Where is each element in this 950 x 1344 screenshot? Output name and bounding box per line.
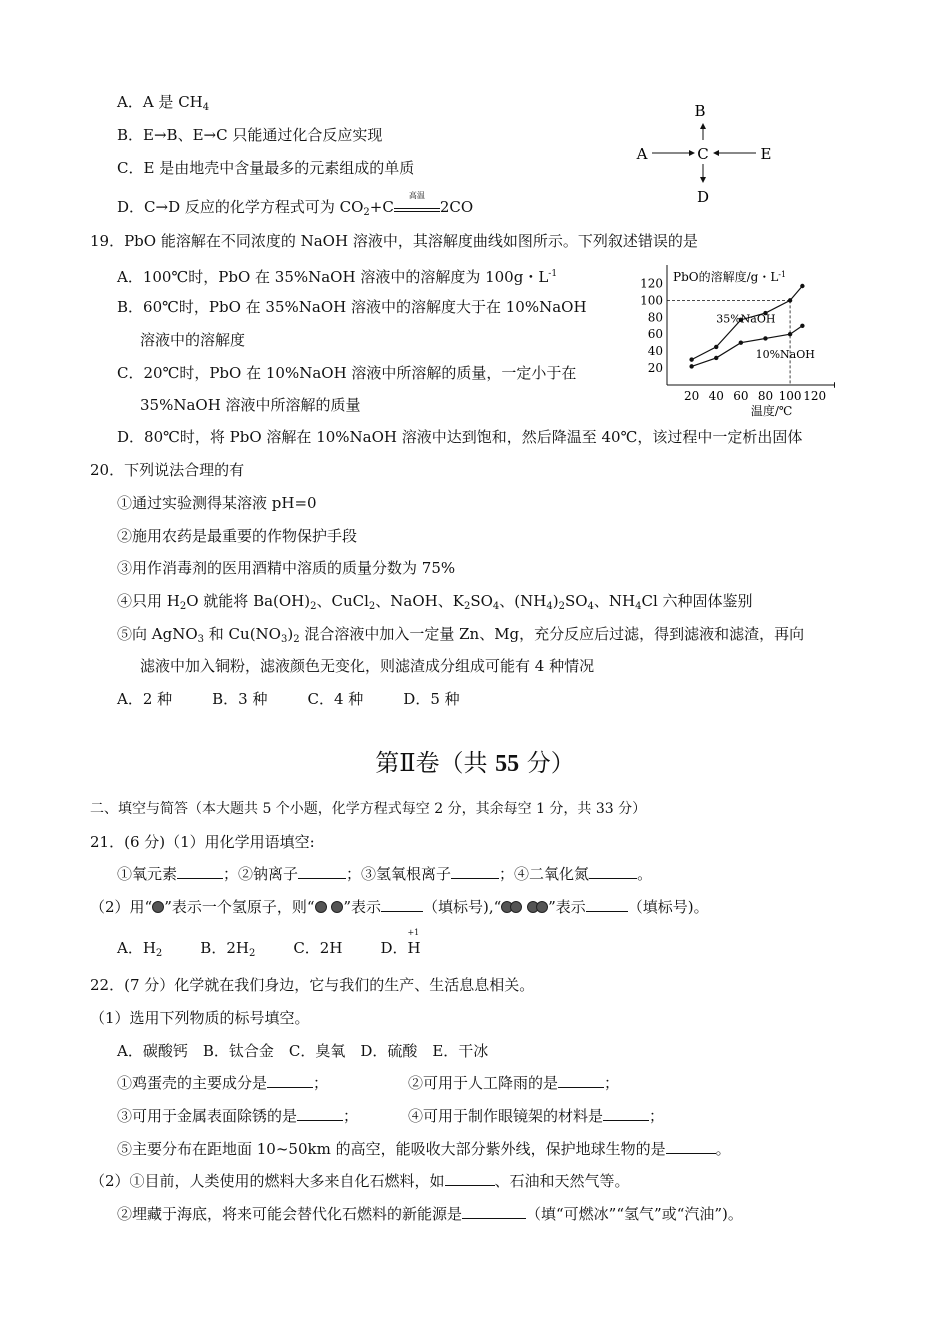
q22-item-4: ④可用于制作眼镜架的材料是 ； bbox=[408, 1107, 665, 1125]
x-tick-label: 40 bbox=[708, 389, 724, 403]
answer-blank[interactable] bbox=[558, 1073, 604, 1088]
node-a: A bbox=[636, 145, 648, 163]
answer-blank[interactable] bbox=[666, 1139, 716, 1154]
section-heading: 二、填空与简答（本大题共 5 个小题，化学方程式每空 2 分，其余每空 1 分，共 33 分） bbox=[90, 801, 647, 817]
answer-blank[interactable] bbox=[267, 1073, 313, 1088]
q19-option-b-line2: 溶液中的溶解度 bbox=[140, 331, 246, 349]
node-b: B bbox=[694, 102, 706, 120]
q20-option-d: D．5 种 bbox=[403, 690, 460, 708]
answer-blank[interactable] bbox=[586, 897, 628, 912]
q22-part2-line2: ②埋藏于海底，将来可能会替代化石燃料的新能源是 （填“可燃冰”“氢气”或“汽油”)。 bbox=[117, 1205, 743, 1223]
answer-blank[interactable] bbox=[297, 1106, 343, 1121]
hydrogen-atom-icon bbox=[315, 901, 327, 913]
data-point bbox=[800, 324, 804, 328]
y-tick-label: 40 bbox=[647, 344, 663, 359]
hydrogen-molecule-icon bbox=[510, 901, 522, 913]
data-point bbox=[714, 356, 718, 360]
q22-part1: （1）选用下列物质的标号填空。 bbox=[90, 1009, 310, 1027]
data-point bbox=[763, 336, 767, 340]
q20-statement-2: ②施用农药是最重要的作物保护手段 bbox=[117, 527, 358, 545]
series-label: 10%NaOH bbox=[755, 347, 815, 361]
q19-option-c-line2: 35%NaOH 溶液中所溶解的质量 bbox=[140, 396, 361, 414]
node-e: E bbox=[760, 145, 772, 163]
q21-option-c: C．2H bbox=[293, 939, 343, 957]
y-tick-label: 80 bbox=[647, 310, 663, 325]
q22-part2-line1: （2）①目前，人类使用的燃料大多来自化石燃料，如 、石油和天然气等。 bbox=[90, 1172, 630, 1190]
answer-blank[interactable] bbox=[381, 897, 423, 912]
q21-option-d: D． +1 H bbox=[380, 928, 421, 957]
answer-blank[interactable] bbox=[603, 1106, 649, 1121]
data-point bbox=[788, 298, 792, 302]
q22-item-3: ③可用于金属表面除锈的是 ； bbox=[117, 1107, 359, 1125]
q18-option-d: D．C→D 反应的化学方程式可为 $CO_2+C$ 高温 2CO bbox=[117, 191, 474, 218]
q22-choices: A．碳酸钙 B．钛合金 C．臭氧 D．硫酸 E．干冰 bbox=[117, 1042, 489, 1060]
q19-option-c-line1: C．20℃时，PbO 在 10%NaOH 溶液中所溶解的质量，一定小于在 bbox=[117, 364, 577, 382]
q19-option-b-line1: B．60℃时，PbO 在 35%NaOH 溶液中的溶解度大于在 10%NaOH bbox=[117, 298, 587, 316]
y-axis-label: PbO的溶解度/g・$L^{-1}$ bbox=[673, 270, 787, 284]
x-tick-label: 20 bbox=[683, 389, 700, 403]
q21-part1-line: ①氧元素 ；②钠离子 ；③氢氧根离子 ；④二氧化氮 。 bbox=[117, 865, 653, 883]
q20-statement-5-line2: 滤液中加入铜粉，滤液颜色无变化，则滤渣成分组成可能有 4 种情况 bbox=[140, 657, 595, 675]
x-tick-label: 100 bbox=[778, 389, 802, 403]
q19-option-a: A．100℃时，PbO 在 35%NaOH 溶液中的溶解度为 100g・$L^{-1}$ bbox=[117, 268, 558, 286]
answer-blank[interactable] bbox=[462, 1204, 526, 1219]
answer-blank[interactable] bbox=[451, 864, 499, 879]
y-tick-label: 60 bbox=[647, 327, 663, 342]
q18-option-a: A．A 是 $CH_4$ bbox=[117, 93, 210, 113]
data-point bbox=[689, 357, 693, 361]
hydrogen-molecule-icon bbox=[536, 901, 548, 913]
y-tick-label: 100 bbox=[640, 293, 663, 308]
q20-option-b: B．3 种 bbox=[212, 690, 268, 708]
answer-blank[interactable] bbox=[298, 864, 346, 879]
q21-part2-line: （2）用“ ”表示一个氢原子，则“ ”表示 （填标号),“ ”表示 （填标号)。 bbox=[90, 898, 709, 916]
answer-blank[interactable] bbox=[445, 1171, 495, 1186]
x-tick-label: 80 bbox=[757, 389, 774, 403]
q18-option-c: C．E 是由地壳中含量最多的元素组成的单质 bbox=[117, 159, 415, 177]
q18-relation-diagram bbox=[630, 100, 780, 205]
q21-options bbox=[117, 928, 421, 959]
q21-option-a: A．$H_2$ bbox=[117, 939, 163, 959]
q22-item-5: ⑤主要分布在距地面 10~50km 的高空，能吸收大部分紫外线，保护地球生物的是 。 bbox=[117, 1140, 731, 1158]
q19-option-d: D．80℃时，将 PbO 溶解在 10%NaOH 溶液中达到饱和，然后降温至 40℃，该过程中一定析出固体 bbox=[117, 428, 803, 446]
x-tick-label: 120 bbox=[803, 389, 827, 403]
q22-item-1: ①鸡蛋壳的主要成分是 ； bbox=[117, 1074, 329, 1092]
node-d: D bbox=[696, 188, 710, 205]
q20-option-c: C．4 种 bbox=[307, 690, 364, 708]
data-point bbox=[739, 340, 743, 344]
y-tick-label: 20 bbox=[647, 361, 663, 376]
q18-option-b: B．E→B、E→C 只能通过化合反应实现 bbox=[117, 126, 383, 144]
q20-stem: 20．下列说法合理的有 bbox=[90, 461, 245, 479]
reaction-condition: 高温 bbox=[408, 191, 425, 200]
answer-blank[interactable] bbox=[177, 864, 223, 879]
hydrogen-atom-icon bbox=[331, 901, 343, 913]
q20-options bbox=[117, 689, 460, 709]
q20-statement-1: ①通过实验测得某溶液 pH=0 bbox=[117, 494, 317, 512]
q22-stem: 22．(7 分）化学就在我们身边，它与我们的生产、生活息息相关。 bbox=[90, 976, 535, 994]
y-tick-label: 120 bbox=[640, 276, 663, 291]
q20-statement-4: ④只用 $H_2O$ 就能将 $Ba(OH)_2$、CuCl$_2$、NaOH、$K_2SO_4$、$(NH_4)_2SO_4$、$NH_4Cl$ 六种固体鉴别 bbox=[117, 592, 753, 612]
series-label: 35%NaOH bbox=[716, 312, 776, 326]
q20-statement-5-line1: ⑤向 AgNO$_3$ 和 $Cu(NO_3)_2$ 混合溶液中加入一定量 Zn、Mg，充分反应后过滤，得到滤液和滤渣，再向 bbox=[117, 625, 805, 645]
q19-stem: 19．PbO 能溶解在不同浓度的 NaOH 溶液中，其溶解度曲线如图所示。下列叙述错误的是 bbox=[90, 232, 698, 250]
q20-option-a: A．2 种 bbox=[117, 690, 173, 708]
q20-statement-3: ③用作消毒剂的医用酒精中溶质的质量分数为 75% bbox=[117, 559, 456, 577]
q21-stem: 21．(6 分)（1）用化学用语填空: bbox=[90, 833, 315, 851]
answer-blank[interactable] bbox=[589, 864, 637, 879]
node-c: C bbox=[697, 145, 709, 163]
q22-item-2: ②可用于人工降雨的是 ； bbox=[408, 1074, 620, 1092]
x-axis-label: 温度/℃ bbox=[750, 404, 793, 418]
data-point bbox=[788, 332, 792, 336]
data-point bbox=[689, 364, 693, 368]
data-point bbox=[714, 345, 718, 349]
valence-mark: +1 bbox=[407, 928, 420, 937]
data-point bbox=[800, 284, 804, 288]
q21-option-b: B．$2H_2$ bbox=[200, 939, 256, 959]
solubility-chart bbox=[625, 265, 835, 425]
hydrogen-atom-icon bbox=[152, 901, 164, 913]
part2-title: 第Ⅱ卷（共 55 分） bbox=[375, 749, 575, 777]
x-tick-label: 60 bbox=[733, 389, 749, 403]
